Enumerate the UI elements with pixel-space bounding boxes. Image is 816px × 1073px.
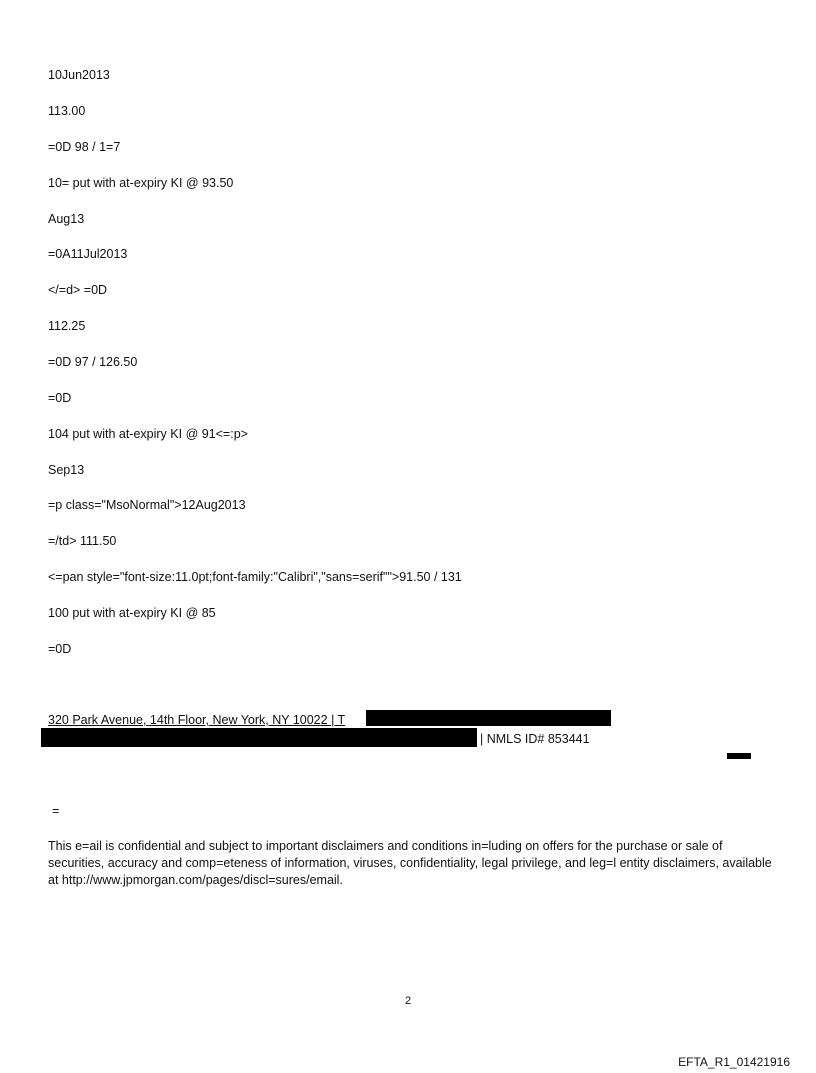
text-line: =0D 98 / 1=7 bbox=[48, 140, 121, 154]
text-line: 113.00 bbox=[48, 104, 86, 118]
text-line: =0D 97 / 126.50 bbox=[48, 355, 138, 369]
text-line: <=pan style="font-size:11.0pt;font-family:"Calibri","sans=serif"">91.50 / 131 bbox=[48, 570, 462, 584]
redaction-bar bbox=[366, 710, 611, 726]
text-line: 100 put with at-expiry KI @ 85 bbox=[48, 606, 216, 620]
text-line: =/td> 111.50 bbox=[48, 534, 117, 548]
text-line: Sep13 bbox=[48, 463, 85, 477]
page-number: 2 bbox=[404, 995, 412, 1007]
text-line: Aug13 bbox=[48, 212, 85, 226]
redaction-bar bbox=[41, 728, 477, 747]
text-line: 104 put with at-expiry KI @ 91<=:p> bbox=[48, 427, 248, 441]
text-line: 10= put with at-expiry KI @ 93.50 bbox=[48, 176, 234, 190]
disclaimer-paragraph: This e=ail is confidential and subject to important disclaimers and conditions in=luding on offers for the purchase or sale of securities, accuracy and comp=eteness of information, viruses, confidentiality, legal privilege, and leg=l entity disclaimers, available at http://www.jpmorgan.com/pages/discl=sures/email. bbox=[48, 839, 772, 887]
text-line: =0D bbox=[48, 642, 72, 656]
separator-text: = bbox=[52, 804, 60, 818]
text-line: 112.25 bbox=[48, 319, 86, 333]
text-line: </=d> =0D bbox=[48, 283, 108, 297]
text-line: =0A11Jul2013 bbox=[48, 247, 128, 261]
redaction-mark bbox=[727, 753, 751, 759]
text-line: 10Jun2013 bbox=[48, 68, 110, 82]
document-id: EFTA_R1_01421916 bbox=[678, 1055, 790, 1069]
address-line: 320 Park Avenue, 14th Floor, New York, NY 10022 | T bbox=[48, 713, 346, 727]
nmls-id: | NMLS ID# 853441 bbox=[480, 732, 590, 746]
text-line: =0D bbox=[48, 391, 72, 405]
text-line: =p class="MsoNormal">12Aug2013 bbox=[48, 498, 246, 512]
